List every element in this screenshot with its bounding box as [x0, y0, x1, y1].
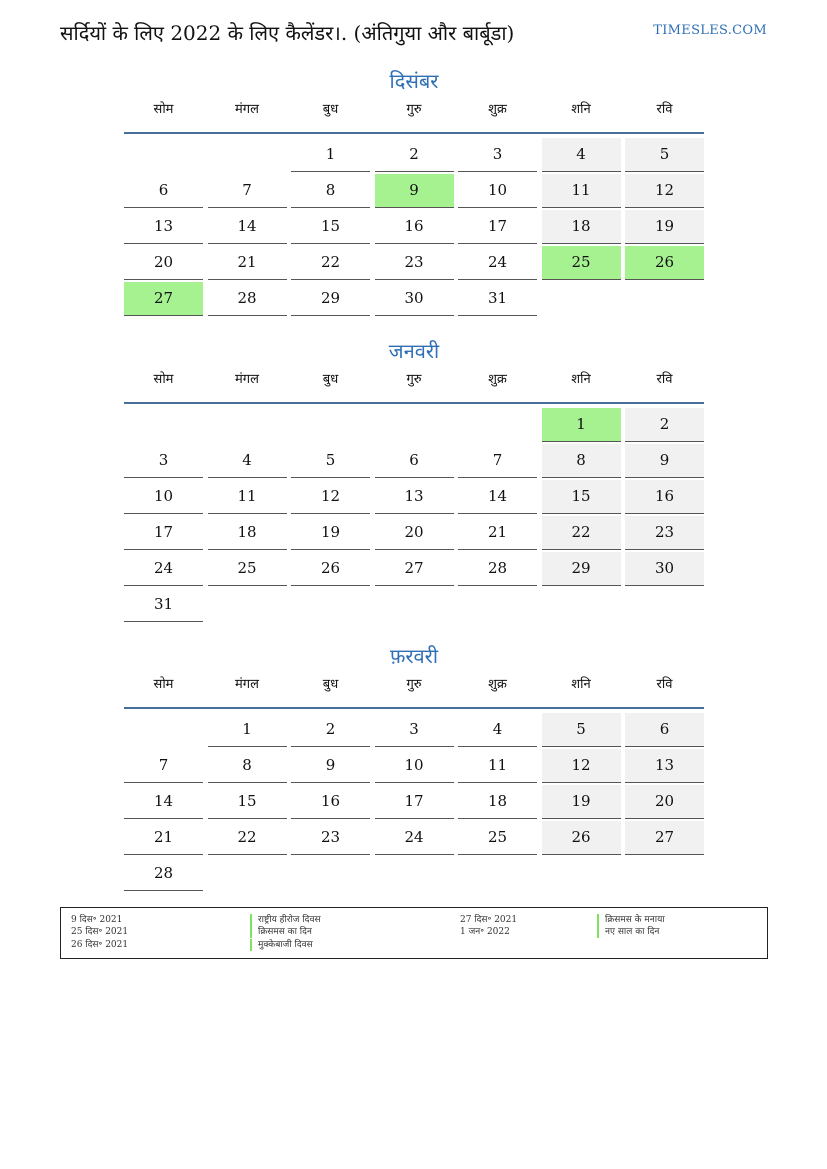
day-cell: 14 [124, 785, 203, 819]
day-cell: 28 [458, 552, 537, 586]
day-cell: 7 [458, 444, 537, 478]
weekday-label: शुक्र [488, 677, 507, 692]
day-cell: 20 [124, 246, 203, 280]
legend-date: 1 जन॰ 2022 [460, 927, 510, 937]
day-cell: 23 [375, 246, 454, 280]
day-cell: 12 [291, 480, 370, 514]
page-title: सर्दियों के लिए 2022 के लिए कैलेंडर।. (अंतिगुया और बार्बूडा) [60, 21, 515, 45]
day-cell: 13 [625, 749, 704, 783]
day-cell: 30 [625, 552, 704, 586]
day-cell: 5 [625, 138, 704, 172]
day-cell: 2 [375, 138, 454, 172]
weekday-label: सोम [153, 372, 174, 387]
day-cell: 31 [124, 588, 203, 622]
day-cell: 5 [542, 713, 621, 747]
day-cell: 17 [375, 785, 454, 819]
weekday-label: बुध [322, 372, 339, 387]
day-cell: 2 [625, 408, 704, 442]
day-cell: 22 [542, 516, 621, 550]
day-cell: 15 [291, 210, 370, 244]
site-link[interactable]: TIMESLES.COM [653, 23, 767, 38]
day-cell: 1 [542, 408, 621, 442]
day-cell: 11 [208, 480, 287, 514]
day-cell: 8 [542, 444, 621, 478]
weekday-label: शुक्र [488, 102, 507, 117]
day-cell: 17 [458, 210, 537, 244]
weekday-label: मंगल [235, 102, 259, 117]
day-cell: 24 [124, 552, 203, 586]
day-cell: 9 [375, 174, 454, 208]
day-cell: 13 [124, 210, 203, 244]
month-january [124, 336, 704, 624]
empty-cell [124, 138, 203, 172]
day-cell: 28 [208, 282, 287, 316]
day-cell: 25 [208, 552, 287, 586]
day-cell: 25 [542, 246, 621, 280]
day-cell: 27 [124, 282, 203, 316]
day-cell: 12 [542, 749, 621, 783]
day-cell: 14 [458, 480, 537, 514]
day-cell: 15 [542, 480, 621, 514]
weekday-label: सोम [153, 677, 174, 692]
day-cell: 26 [291, 552, 370, 586]
day-cell: 12 [625, 174, 704, 208]
holiday-legend [60, 907, 768, 959]
month-february [124, 641, 704, 893]
empty-cell [208, 138, 287, 172]
calendar-grid [124, 138, 704, 318]
weekday-label: शुक्र [488, 372, 507, 387]
weekday-label: गुरु [406, 677, 422, 692]
day-cell: 6 [375, 444, 454, 478]
day-cell: 7 [124, 749, 203, 783]
day-cell: 11 [458, 749, 537, 783]
legend-holiday-name: क्रिसमस के मनाया [597, 914, 665, 926]
day-cell: 21 [208, 246, 287, 280]
day-cell: 6 [625, 713, 704, 747]
weekday-label: शनि [571, 677, 591, 692]
day-cell: 28 [124, 857, 203, 891]
day-cell: 20 [375, 516, 454, 550]
day-cell: 1 [291, 138, 370, 172]
day-cell: 31 [458, 282, 537, 316]
legend-holiday-name: मुक्केबाजी दिवस [250, 939, 313, 951]
day-cell: 3 [375, 713, 454, 747]
weekday-label: शनि [571, 372, 591, 387]
day-cell: 18 [542, 210, 621, 244]
day-cell: 25 [458, 821, 537, 855]
day-cell: 2 [291, 713, 370, 747]
day-cell: 24 [375, 821, 454, 855]
day-cell: 20 [625, 785, 704, 819]
day-cell: 10 [458, 174, 537, 208]
day-cell: 24 [458, 246, 537, 280]
day-cell: 21 [458, 516, 537, 550]
weekday-label: रवि [656, 372, 673, 387]
day-cell: 19 [542, 785, 621, 819]
day-cell: 23 [291, 821, 370, 855]
weekday-label: बुध [322, 102, 339, 117]
day-cell: 17 [124, 516, 203, 550]
empty-cell [375, 408, 454, 442]
day-cell: 8 [291, 174, 370, 208]
day-cell: 22 [208, 821, 287, 855]
empty-cell [124, 713, 203, 747]
day-cell: 16 [625, 480, 704, 514]
weekday-label: बुध [322, 677, 339, 692]
legend-holiday-name: क्रिसमस का दिन [250, 926, 312, 938]
day-cell: 18 [458, 785, 537, 819]
day-cell: 29 [542, 552, 621, 586]
weekday-label: मंगल [235, 677, 259, 692]
day-cell: 3 [458, 138, 537, 172]
day-cell: 30 [375, 282, 454, 316]
day-cell: 8 [208, 749, 287, 783]
calendar-grid [124, 408, 704, 624]
weekday-header [124, 96, 704, 134]
legend-holiday-name: राष्ट्रीय हीरोज दिवस [250, 914, 321, 926]
day-cell: 26 [542, 821, 621, 855]
empty-cell [291, 408, 370, 442]
day-cell: 23 [625, 516, 704, 550]
day-cell: 11 [542, 174, 621, 208]
day-cell: 10 [375, 749, 454, 783]
day-cell: 4 [542, 138, 621, 172]
legend-date: 26 दिस॰ 2021 [71, 940, 129, 950]
day-cell: 21 [124, 821, 203, 855]
day-cell: 7 [208, 174, 287, 208]
weekday-label: सोम [153, 102, 174, 117]
day-cell: 3 [124, 444, 203, 478]
weekday-header [124, 671, 704, 709]
legend-date: 9 दिस॰ 2021 [71, 915, 123, 925]
empty-cell [208, 408, 287, 442]
day-cell: 27 [625, 821, 704, 855]
legend-holiday-name: नए साल का दिन [597, 926, 659, 938]
day-cell: 27 [375, 552, 454, 586]
empty-cell [124, 408, 203, 442]
day-cell: 4 [458, 713, 537, 747]
legend-date: 27 दिस॰ 2021 [460, 915, 518, 925]
calendar-grid [124, 713, 704, 893]
day-cell: 22 [291, 246, 370, 280]
month-title: फ़रवरी [389, 644, 439, 668]
month-title: दिसंबर [389, 69, 439, 93]
weekday-label: शनि [571, 102, 591, 117]
weekday-header [124, 366, 704, 404]
day-cell: 26 [625, 246, 704, 280]
empty-cell [458, 408, 537, 442]
day-cell: 19 [291, 516, 370, 550]
day-cell: 16 [291, 785, 370, 819]
day-cell: 5 [291, 444, 370, 478]
weekday-label: रवि [656, 102, 673, 117]
day-cell: 14 [208, 210, 287, 244]
day-cell: 6 [124, 174, 203, 208]
day-cell: 13 [375, 480, 454, 514]
weekday-label: मंगल [235, 372, 259, 387]
month-december [124, 66, 704, 318]
weekday-label: गुरु [406, 372, 422, 387]
day-cell: 18 [208, 516, 287, 550]
day-cell: 10 [124, 480, 203, 514]
day-cell: 1 [208, 713, 287, 747]
day-cell: 16 [375, 210, 454, 244]
legend-date: 25 दिस॰ 2021 [71, 927, 129, 937]
weekday-label: गुरु [406, 102, 422, 117]
month-title: जनवरी [388, 339, 440, 363]
day-cell: 9 [625, 444, 704, 478]
day-cell: 15 [208, 785, 287, 819]
day-cell: 4 [208, 444, 287, 478]
day-cell: 9 [291, 749, 370, 783]
day-cell: 29 [291, 282, 370, 316]
weekday-label: रवि [656, 677, 673, 692]
day-cell: 19 [625, 210, 704, 244]
